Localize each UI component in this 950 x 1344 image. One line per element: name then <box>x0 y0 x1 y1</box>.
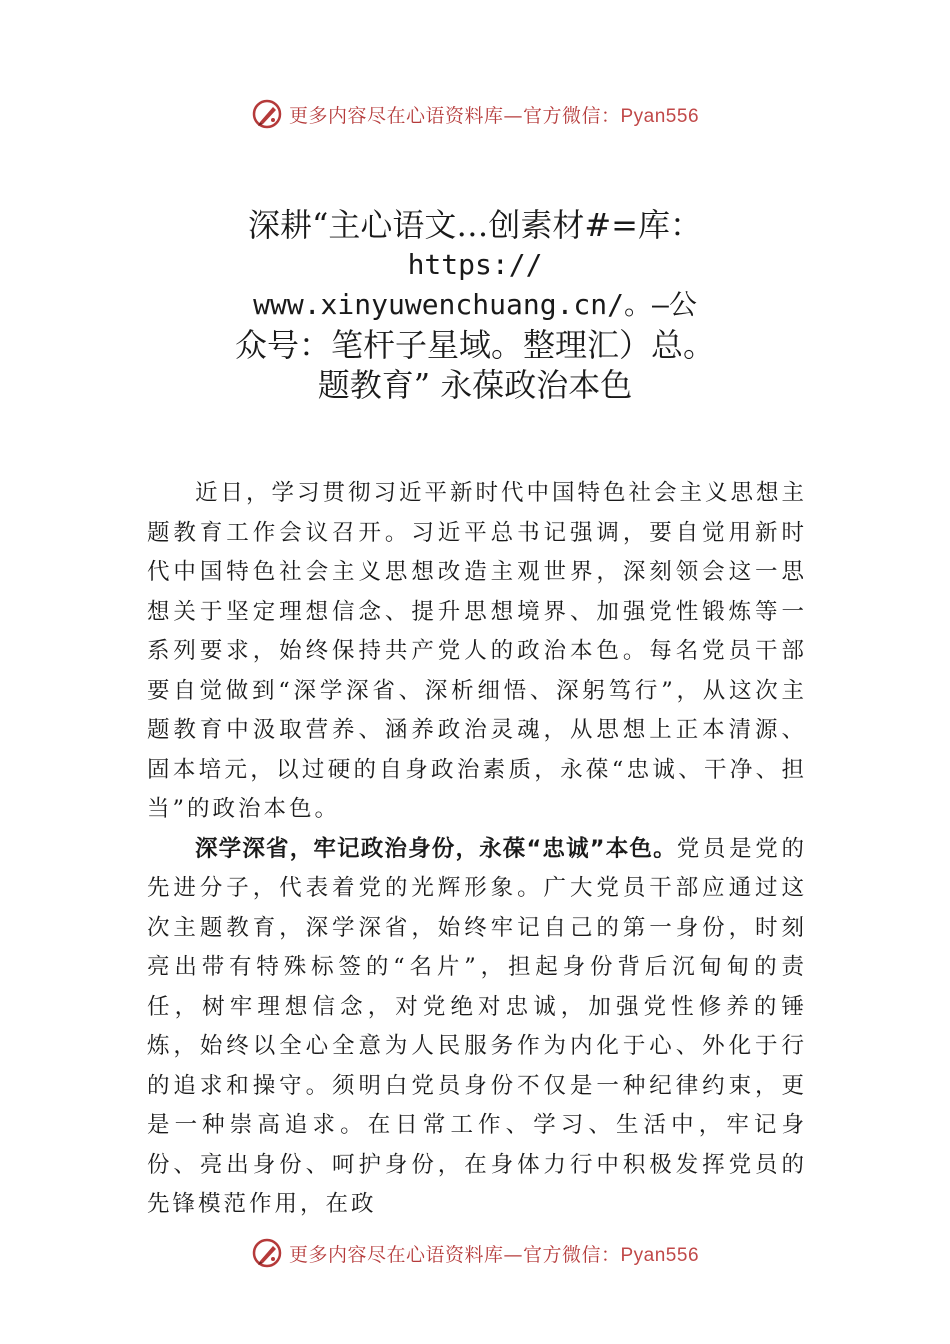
paragraph-2 <box>147 830 807 1225</box>
header-banner <box>0 94 950 134</box>
title-line-4: 众号：笔杆子星域。整理汇）总。 <box>234 326 715 364</box>
page-title <box>190 205 760 405</box>
footer-banner-text <box>289 1240 699 1267</box>
title-line-5: 题教育” 永葆政治本色 <box>317 366 633 404</box>
header-wechat-id: Pyan556 <box>620 105 700 127</box>
paragraph-2-text: 党员是党的先进分子，代表着党的光辉形象。广大党员干部应通过这次主题教育，深学深省，始终牢记自己的第一身份，时刻亮出带有特殊标签的“名片”，担起身份背后沉甸甸的责任，树牢理想信念，对党绝对忠诚，加强党性修养的锤炼，始终以全心全意为人民服务作为内化于心、外化于行的追求和操守。须明白党员身份不仅是一种纪律约束，更是一种崇高追求。在日常工作、学习、生活中，牢记身份、亮出身份、呵护身份，在身体力行中积极发挥党员的先锋模范作用，在政 <box>147 835 807 1217</box>
pen-logo-icon <box>251 1237 283 1269</box>
footer-wechat-id: Pyan556 <box>620 1244 700 1266</box>
footer-banner-label: 更多内容尽在心语资料库—官方微信： <box>288 1243 621 1266</box>
paragraph-1: 近日，学习贯彻习近平新时代中国特色社会主义思想主题教育工作会议召开。习近平总书记强调，要自觉用新时代中国特色社会主义思想改造主观世界，深刻领会这一思想关于坚定理想信念、提升思想境界、加强党性锻炼等一系列要求，始终保持共产党人的政治本色。每名党员干部要自觉做到“深学深省、深析细悟、深躬笃行”，从这次主题教育中汲取营养、涵养政治灵魂，从思想上正本清源、固本培元，以过硬的自身政治素质，永葆“忠诚、干净、担当”的政治本色。 <box>147 480 808 822</box>
title-line-1: 深耕“主心语文…创素材#=库： <box>248 206 702 244</box>
header-banner-label: 更多内容尽在心语资料库—官方微信： <box>288 104 621 127</box>
title-line-3: www.xinyuwenchuang.cn/。—公 <box>253 288 697 321</box>
pen-logo-icon <box>251 98 283 130</box>
header-banner-text <box>289 101 699 128</box>
title-line-2: https:// <box>407 248 543 281</box>
article-body <box>147 474 807 1225</box>
paragraph-2-heading: 深学深省，牢记政治身份，永葆“忠诚”本色。 <box>195 835 677 862</box>
footer-banner <box>0 1233 950 1273</box>
